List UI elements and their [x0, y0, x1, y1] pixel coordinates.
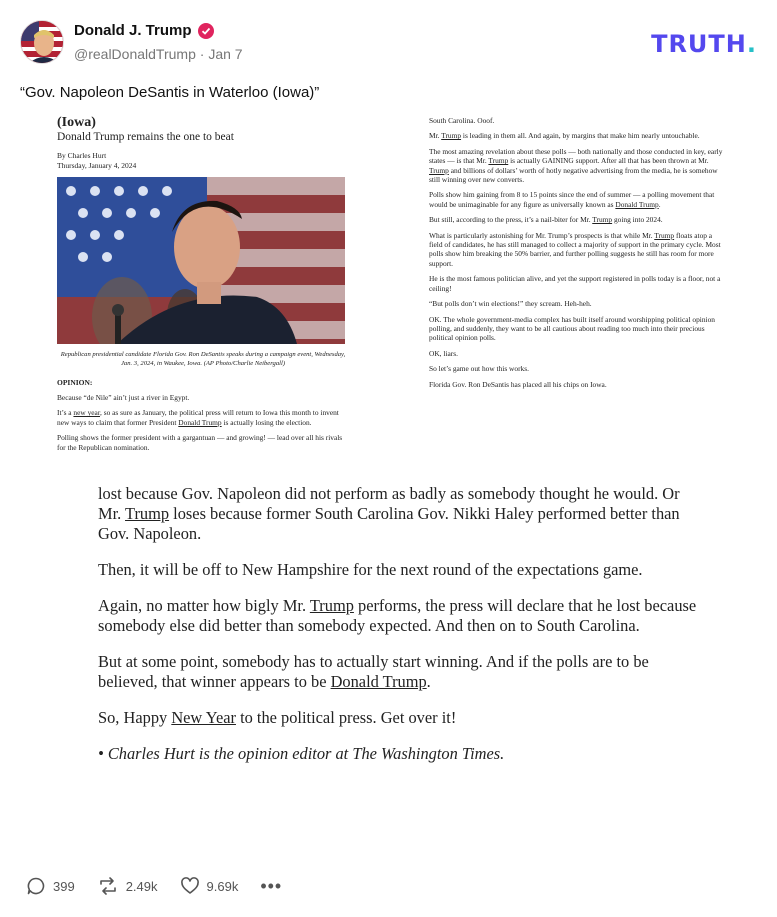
post-action-bar	[26, 875, 304, 897]
article-left-column	[57, 116, 349, 458]
article-link[interactable]: Donald Trump	[178, 417, 222, 427]
post-header	[20, 20, 757, 66]
retruth-icon	[97, 876, 119, 896]
author-handle[interactable]: @realDonaldTrump	[74, 46, 196, 62]
article-paragraph: “But polls don’t win elections!” they scream. Heh-heh.	[429, 299, 592, 309]
article-link[interactable]: Trump	[429, 165, 449, 175]
article-paragraph: South Carolina. Ooof.	[429, 116, 495, 125]
article-paragraph: Because “de Nile” ain’t just a river in Egypt.	[57, 393, 190, 402]
excerpt-paragraph: Again, no matter how bigly Mr. Trump performs, the press will declare that he lost because somebody else did better than somebody expected. And then on to South Carolina.	[98, 596, 697, 635]
excerpt-link[interactable]: New Year	[171, 708, 236, 727]
article-paragraph: Florida Gov. Ron DeSantis has placed all his chips on Iowa.	[429, 379, 607, 389]
article-link[interactable]: Trump	[441, 131, 462, 141]
excerpt-paragraph: So, Happy New Year to the political press. Get over it!	[98, 708, 457, 727]
article-paragraph: The most amazing revelation about these polls — both nationally and those conducted in key, early states — is that Mr. Trump is actually GAINING support. After all that has been thrown at Mr. Trump and billions of dollars’ worth of hotly negative advertising from the media, he is somehow still winning over new converts.	[429, 146, 723, 185]
article-paragraph: It’s a new year, so as sure as January, the political press will return to Iowa this month to invent new ways to claim that former President Donald Trump is actually losing the election.	[57, 408, 339, 427]
opinion-label: OPINION:	[57, 378, 93, 387]
excerpt-link[interactable]: Donald Trump	[330, 672, 427, 691]
reply-count: 399	[53, 878, 75, 894]
article-right-column	[429, 116, 723, 395]
excerpt-link[interactable]: Trump	[125, 504, 170, 523]
article-link[interactable]: Trump	[592, 215, 613, 225]
avatar-image	[21, 21, 63, 63]
reply-button[interactable]	[26, 876, 75, 896]
article-link[interactable]: Donald Trump	[615, 199, 659, 209]
heart-icon	[180, 876, 200, 896]
article-paragraph: Mr. Trump is leading in them all. And again, by margins that make him nearly untouchable.	[429, 131, 700, 141]
author-handle-line	[74, 46, 243, 62]
logo-dot: .	[746, 30, 757, 58]
byline-date: Thursday, January 4, 2024	[57, 161, 137, 170]
author-name-text[interactable]: Donald J. Trump	[74, 22, 192, 39]
excerpt-paragraph: Then, it will be off to New Hampshire for the next round of the expectations game.	[98, 560, 643, 579]
excerpt-link[interactable]: Trump	[309, 596, 354, 615]
more-options-icon[interactable]: •••	[260, 876, 283, 896]
article-paragraph: OK. The whole government-media complex has built itself around worshipping political opinion polling, and suddenly, they want to be all cautious about reading too much into their precious political opinion polls.	[429, 314, 715, 343]
post-date[interactable]: Jan 7	[208, 46, 243, 62]
like-count: 9.69k	[206, 878, 239, 894]
article-photo	[57, 177, 345, 344]
article-paragraph: What is particularly astonishing for Mr. Trump’s prospects is that while Mr. Trump floats atop a field of candidates, he has still managed to collect a majority of support in the primary cycle. Most polls show him breaking the 50% barrier, and further polling suggests he still has room for more support.	[429, 230, 721, 268]
article-paragraph: OK, liars.	[429, 348, 458, 358]
verified-badge-icon	[198, 23, 214, 39]
article-paragraph: He is the most famous politician alive, and yet the support registered in polls today is a floor, not a ceiling!	[429, 274, 721, 293]
article-paragraph: Polling shows the former president with a gargantuan — and growing! — lead over all his rivals for the Republican nomination.	[57, 433, 343, 452]
photo-caption: Republican presidential candidate Florida Gov. Ron DeSantis speaks during a campaign event, Wednesday, Jan. 3, 2024, in Waukee, Iowa. (AP Photo/Charlie Neibergall)	[60, 351, 346, 367]
retruth-button[interactable]	[97, 876, 158, 896]
like-button[interactable]	[180, 876, 239, 896]
handle-separator: ·	[199, 46, 205, 62]
article-link[interactable]: new year	[73, 408, 101, 418]
article-link[interactable]: Trump	[488, 156, 509, 166]
truth-logo[interactable]	[651, 30, 757, 58]
article-link[interactable]: Trump	[654, 230, 675, 240]
article-excerpt[interactable]	[98, 484, 698, 780]
reply-icon	[26, 876, 46, 896]
excerpt-paragraph: But at some point, somebody has to actually start winning. And if the polls are to be believed, that winner appears to be Donald Trump.	[98, 652, 649, 691]
avatar[interactable]	[20, 20, 64, 64]
byline-author: By Charles Hurt	[57, 151, 107, 160]
post-text: “Gov. Napoleon DeSantis in Waterloo (Iowa)”	[20, 84, 320, 101]
article-heading: (Iowa)	[57, 116, 96, 130]
article-paragraph: Polls show him gaining from 8 to 15 points since the end of summer — a polling movement that would be unimaginable for any figure as universally known as Donald Trump.	[429, 190, 715, 209]
desantis-photo	[57, 177, 345, 344]
retruth-count: 2.49k	[125, 878, 158, 894]
author-name[interactable]	[74, 22, 214, 39]
article-paragraph: But still, according to the press, it’s a nail-biter for Mr. Trump going into 2024.	[429, 215, 663, 225]
author-signature: • Charles Hurt is the opinion editor at The Washington Times.	[98, 744, 505, 763]
article-paragraph: So let’s game out how this works.	[429, 364, 529, 374]
article-image[interactable]	[55, 116, 725, 488]
excerpt-paragraph: lost because Gov. Napoleon did not perform as badly as somebody thought he would. Or Mr. Trump loses because former South Carolina Gov. Nikki Haley performed better than Gov. Napoleon.	[98, 484, 680, 543]
article-subheading: Donald Trump remains the one to beat	[57, 131, 234, 143]
article-byline	[57, 151, 349, 171]
logo-text: TRUTH	[651, 30, 747, 58]
